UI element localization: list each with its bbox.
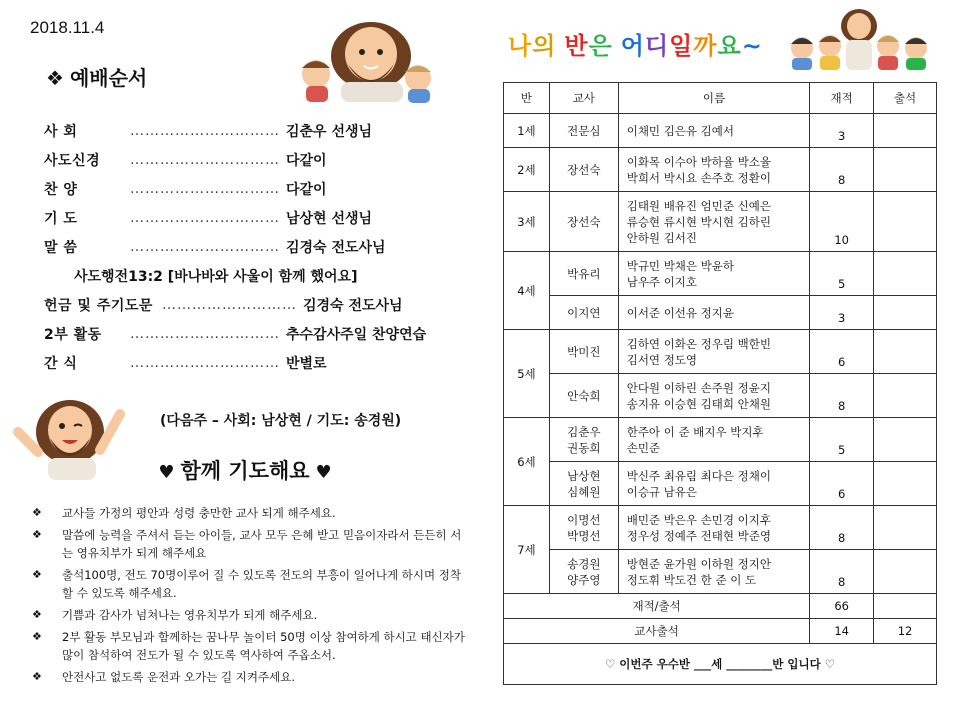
teacher-cell: 이지연 [549,296,618,330]
table-row [504,296,937,330]
prayer-text: 교사들 가정의 평안과 성령 충만한 교사 되게 해주세요. [62,506,336,520]
best-class-row [504,644,937,685]
order-value: 김경숙 전도사님 [286,239,386,256]
attendance-cell [874,462,937,506]
title-letter: 나 [508,32,533,60]
order-label: 2부 활동 [44,326,102,343]
order-label: 사도신경 [44,152,101,169]
teacher-cell: 송경원 양주영 [549,550,618,594]
names-cell: 방현준 윤가원 이하원 정지안 정도휘 박도건 한 준 이 도 [618,550,810,594]
title-letter: 요 [717,32,742,60]
dot-leader: ………………………… [130,122,280,139]
enrolled-cell: 5 [810,252,874,296]
dot-leader: ………………………… [130,238,280,255]
title-letter: 어 [620,32,645,60]
prayer-item [32,606,472,624]
names-cell: 박신주 최유림 최다은 정채이 이승규 남유은 [618,462,810,506]
attendance-body [504,114,937,594]
order-item [44,232,464,261]
total-row [504,594,937,619]
table-row [504,506,937,550]
prayer-text: 2부 활동 부모님과 함께하는 꿈나무 놀이터 50명 이상 참여하게 하시고 태신자가 많이 참석하여 전도가 될 수 있도록 역사하여 주옵소서. [62,630,465,662]
table-row [504,148,937,192]
enrolled-cell: 8 [810,148,874,192]
heart-icon: ♥ [158,462,175,483]
table-header-row [504,83,937,114]
class-cell: 6세 [504,418,550,506]
teacher-cell: 박미진 [549,330,618,374]
teacher-attendance-row [504,619,937,644]
teacher-cell: 장선숙 [549,192,618,252]
attendance-cell [874,296,937,330]
teacher-attendance-label: 교사출석 [504,619,810,644]
title-letter: 일 [669,32,694,60]
attendance-cell [874,330,937,374]
heart-icon: ♥ [315,462,332,483]
diamond-bullet-icon: ❖ [32,670,42,683]
class-cell: 7세 [504,506,550,594]
order-label: 찬 양 [44,181,78,198]
table-row [504,114,937,148]
header-names: 이름 [618,83,810,114]
next-week-notice: (다음주 – 사회: 남상현 / 기도: 송경원) [160,413,402,429]
table-row [504,374,937,418]
worship-order-title-text: 예배순서 [69,66,148,90]
dot-leader: ………………………… [130,354,280,371]
names-cell: 이서준 이선유 정지윤 [618,296,810,330]
enrolled-cell: 6 [810,330,874,374]
order-value: 추수감사주일 찬양연습 [286,326,427,343]
enrolled-cell: 3 [810,296,874,330]
teacher-present: 12 [874,619,937,644]
prayer-text: 출석100명, 전도 70명이루어 질 수 있도록 전도의 부흥이 일어나게 하시며 정착할 수 있도록 해주세요. [62,568,461,600]
order-value: 김춘우 선생님 [286,123,373,140]
prayer-item [32,504,472,522]
worship-order-list [44,116,464,377]
header-class: 반 [504,83,550,114]
prayer-item [32,668,472,686]
worship-order-title [46,62,147,91]
enrolled-cell: 3 [810,114,874,148]
names-cell: 김태원 배유진 엄민준 신예은 류승현 류시현 박시현 김하린 안하원 김서진 [618,192,810,252]
enrolled-cell: 5 [810,418,874,462]
table-row [504,550,937,594]
class-list-title [508,26,763,61]
scripture-reference: 사도행전13:2 [바나바와 사울이 함께 했어요] [74,268,358,285]
header-attendance: 출석 [874,83,937,114]
order-value: 반별로 [286,355,327,372]
prayer-item [32,566,472,602]
teacher-cell: 김춘우 권동희 [549,418,618,462]
names-cell: 한주아 이 준 배지우 박지후 손민준 [618,418,810,462]
class-cell: 5세 [504,330,550,418]
header-enrolled: 재적 [810,83,874,114]
table-row [504,462,937,506]
prayer-title [0,455,490,485]
dot-leader: ………………………… [130,209,280,226]
children-group-illustration [784,6,934,70]
order-value: 다같이 [286,152,327,169]
order-value: 김경숙 전도사님 [303,297,403,314]
names-cell: 배민준 박은우 손민경 이지후 정우성 정예주 전태현 박준영 [618,506,810,550]
total-present [874,594,937,619]
class-cell: 4세 [504,252,550,330]
diamond-bullet-icon: ❖ [32,630,42,643]
title-letter: 반 [564,32,589,60]
total-enrolled: 66 [810,594,874,619]
prayer-item [32,526,472,562]
enrolled-cell: 8 [810,374,874,418]
order-item [44,174,464,203]
teacher-cell: 박유리 [549,252,618,296]
best-class-text: ♡ 이번주 우수반 ___세 ________반 입니다 ♡ [504,644,937,685]
diamond-bullet-icon: ❖ [46,66,64,90]
teacher-cell: 이명선 박명선 [549,506,618,550]
dot-leader: ………………………… [130,151,280,168]
teacher-enrolled: 14 [810,619,874,644]
class-cell: 3세 [504,192,550,252]
order-label: 헌금 및 주기도문 [44,297,153,314]
teacher-cell: 안숙희 [549,374,618,418]
enrolled-cell: 8 [810,506,874,550]
prayer-item [32,628,472,664]
attendance-cell [874,252,937,296]
table-row [504,192,937,252]
teacher-cell: 전문심 [549,114,618,148]
order-value: 다같이 [286,181,327,198]
prayer-title-text: 함께 기도해요 [180,459,310,483]
attendance-cell [874,550,937,594]
attendance-cell [874,418,937,462]
table-row [504,252,937,296]
table-row [504,418,937,462]
prayer-text: 기쁨과 감사가 넘쳐나는 영유치부가 되게 해주세요. [62,608,318,622]
title-letter: 까 [693,32,718,60]
bulletin-date: 2018.11.4 [30,18,105,37]
enrolled-cell: 10 [810,192,874,252]
diamond-bullet-icon: ❖ [32,528,42,541]
header-teacher: 교사 [549,83,618,114]
dot-leader: ……………………… [162,296,297,313]
title-letter: 의 [532,32,557,60]
enrolled-cell: 6 [810,462,874,506]
prayer-text: 말씀에 능력을 주셔서 듣는 아이들, 교사 모두 은혜 받고 믿음이자라서 든든히 서는 영유치부가 되게 해주세요 [62,528,462,560]
teacher-cell: 남상현 심혜원 [549,462,618,506]
dot-leader: ………………………… [130,325,280,342]
class-cell: 1세 [504,114,550,148]
attendance-cell [874,114,937,148]
attendance-table [503,82,937,685]
prayer-text: 안전사고 없도록 운전과 오가는 길 지켜주세요. [62,670,296,684]
order-item [44,319,464,348]
table-row [504,330,937,374]
attendance-cell [874,192,937,252]
title-letter: ~ [741,32,763,60]
order-item [44,203,464,232]
order-label: 사 회 [44,123,78,140]
names-cell: 이채민 김은유 김예서 [618,114,810,148]
order-label: 간 식 [44,355,78,372]
dot-leader: ………………………… [130,180,280,197]
teacher-cell: 장선숙 [549,148,618,192]
order-item [44,116,464,145]
names-cell: 안다원 이하린 손주원 정윤지 송지유 이승현 김태희 안채원 [618,374,810,418]
order-item [44,145,464,174]
prayer-list [32,504,472,690]
diamond-bullet-icon: ❖ [32,568,42,581]
title-letter: 디 [644,32,670,60]
names-cell: 이화목 이수아 박하율 박소율 박희서 박시요 손주호 정환이 [618,148,810,192]
total-label: 재적/출석 [504,594,810,619]
attendance-cell [874,374,937,418]
order-item [44,348,464,377]
diamond-bullet-icon: ❖ [32,608,42,621]
jesus-with-children-illustration [286,16,446,106]
attendance-cell [874,506,937,550]
title-letter: 은 [588,32,613,60]
order-value: 남상현 선생님 [286,210,373,227]
order-item [44,261,464,290]
class-cell: 2세 [504,148,550,192]
diamond-bullet-icon: ❖ [32,506,42,519]
order-item [44,290,464,319]
names-cell: 박규민 박채은 박윤하 남우주 이지호 [618,252,810,296]
names-cell: 김하연 이화온 정우림 백한빈 김서연 정도영 [618,330,810,374]
order-label: 말 씀 [44,239,78,256]
order-label: 기 도 [44,210,78,227]
enrolled-cell: 8 [810,550,874,594]
attendance-cell [874,148,937,192]
